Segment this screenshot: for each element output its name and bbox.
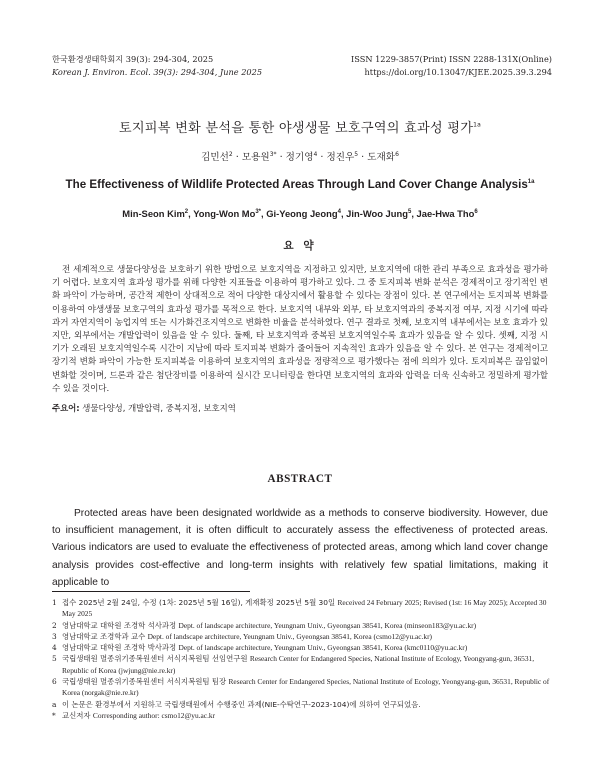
keywords-label: 주요어: bbox=[52, 403, 80, 413]
author-en-name: Jae-Hwa Tho bbox=[416, 208, 475, 219]
author-en-separator: , bbox=[188, 208, 194, 219]
footnote-text-en: Dept. of landscape architecture, Yeungnam Univ., Gyeongsan 38541, Korea (kmc0110@yu.ac.kr) bbox=[178, 643, 468, 653]
author-ko-separator: · bbox=[358, 152, 368, 163]
footnote-text-en: Research Center for Endangered Species, National Institute of Ecology, Yeongyang-gun, 36531, Republic of Korea (jwjung@nie.re.kr) bbox=[62, 654, 535, 675]
footnote-text-ko: 이 논문은 환경부에서 지원하고 국립생태원에서 수행중인 과제(NIE-수탁연구-2023-104)에 의하여 연구되었음. bbox=[62, 699, 421, 709]
author-en-separator: , bbox=[261, 208, 267, 219]
author-en-name: Min-Seon Kim bbox=[122, 208, 185, 219]
author-en-separator: , bbox=[411, 208, 417, 219]
footnote-item bbox=[52, 699, 552, 710]
footnote-item bbox=[52, 642, 552, 653]
author-ko-separator: · bbox=[276, 152, 286, 163]
journal-name-ko: 한국환경생태학회지 39(3): 294-304, 2025 bbox=[52, 54, 214, 64]
author-ko-affiliation: 5 bbox=[354, 150, 359, 158]
author-en-affiliation: 4 bbox=[337, 208, 341, 215]
title-korean bbox=[0, 117, 600, 136]
journal-header-left bbox=[52, 53, 262, 79]
author-ko-name: 김민선 bbox=[201, 152, 229, 163]
footnote-item bbox=[52, 653, 552, 676]
footnote-item bbox=[52, 597, 552, 620]
author-ko-separator: · bbox=[232, 152, 242, 163]
author-ko-separator: · bbox=[317, 152, 327, 163]
footnote-text-en: Received 24 February 2025; Revised (1st: 16 May 2025); Accepted 30 May 2025 bbox=[62, 598, 547, 619]
author-en-name: Gi-Yeong Jeong bbox=[266, 208, 338, 219]
author-en-separator: , bbox=[340, 208, 347, 219]
abstract-korean-heading: 요 약 bbox=[283, 240, 317, 252]
author-en-affiliation: 5 bbox=[407, 208, 412, 215]
footnote-number: 5 bbox=[52, 654, 57, 664]
footnote-text-ko: 영남대학교 조경학과 교수 bbox=[62, 631, 146, 641]
author-ko-name: 정기영 bbox=[285, 152, 314, 163]
footnote-item bbox=[52, 620, 552, 631]
footnote-text-en: Dept. of landscape architecture, Yeungnam Univ., Gyeongsan 38541, Korea (minseon183@yu.ac.kr) bbox=[178, 620, 477, 630]
doi-link[interactable]: https://doi.org/10.13047/KJEE.2025.39.3.294 bbox=[364, 67, 552, 77]
journal-name-en: Korean J. Environ. Ecol. 39(3): 294-304, June 2025 bbox=[52, 67, 263, 77]
title-english bbox=[0, 178, 600, 191]
footnote-item bbox=[52, 710, 552, 721]
authors-english bbox=[0, 208, 600, 219]
author-ko-affiliation: 2 bbox=[228, 150, 233, 158]
footnote-item bbox=[52, 676, 552, 699]
author-en-affiliation: 2 bbox=[184, 208, 189, 215]
footnote-text-en: Dept. of landscape architecture, Yeungnam Univ., Gyeongsan 38541, Korea (csmo12@yu.ac.kr) bbox=[147, 631, 433, 641]
footnote-number: a bbox=[52, 699, 57, 709]
footnote-text-en: Corresponding author: csmo12@yu.ac.kr bbox=[92, 710, 216, 720]
author-ko-affiliation: 6 bbox=[395, 150, 399, 158]
keywords-list: 생물다양성, 개발압력, 중복지정, 보호지역 bbox=[82, 403, 236, 413]
authors-korean bbox=[0, 149, 600, 163]
author-ko-name: 정진우 bbox=[326, 152, 355, 163]
footnote-number: 1 bbox=[52, 598, 57, 607]
footnote-divider bbox=[52, 591, 250, 592]
author-en-affiliation: 3* bbox=[255, 208, 261, 215]
footnote-text-en: Research Center for Endangered Species, National Institute of Ecology, Yeongyang-gun, 36531, Republic of Korea (norgak@nie.re.kr) bbox=[62, 677, 550, 698]
author-ko-name: 모용원 bbox=[241, 152, 270, 163]
footnote-number: 4 bbox=[52, 643, 57, 653]
journal-header-right bbox=[351, 53, 552, 79]
issn: ISSN 1229-3857(Print) ISSN 2288-131X(Online) bbox=[351, 54, 552, 64]
abstract-english-heading: ABSTRACT bbox=[267, 473, 333, 485]
title-english-sup: 1a bbox=[527, 179, 535, 186]
footnote-number: 3 bbox=[52, 631, 57, 641]
author-en-affiliation: 6 bbox=[474, 208, 478, 215]
footnote-text-ko: 접수 2025년 2월 24일, 수정 (1차: 2025년 5월 16일), 게재확정 2025년 5월 30일 bbox=[62, 598, 336, 607]
author-en-name: Yong-Won Mo bbox=[193, 208, 256, 219]
footnote-number: 6 bbox=[52, 677, 57, 687]
footnotes bbox=[52, 597, 552, 721]
footnote-text-ko: 국립생태원 멸종위기종복원센터 서식지복원팀 선임연구원 bbox=[62, 654, 248, 664]
footnote-text-ko: 국립생태원 멸종위기종복원센터 서식지복원팀 팀장 bbox=[62, 677, 227, 687]
footnote-text-ko: 교신저자 bbox=[62, 710, 91, 720]
author-ko-affiliation: 4 bbox=[313, 150, 318, 158]
abstract-korean-body: 전 세계적으로 생물다양성을 보호하기 위한 방법으로 보호지역을 지정하고 있지만, 보호지역에 대한 관리 부족으로 효과성을 평가하기 어렵다. 보호지역 효과성 평가를 위해 다양한 지표들을 이용하여 평가하고 있다. 그 중 토지피복 변화 분석은 경제적이고 장기적인 변화 파악이 가능하며, 공간적 제한이 상대적으로 적어 다양한 대상지에서 활용할 수 있다는 장점이 있다. 본 연구에서는 토지피복 변화를 이용하여 야생생물 보호구역의 효과성 평가를 목적으로 한다. 보호지역 내부와 외부, 타 보호지역과의 중복지정 여부, 지정 시기에 따라 과거 자연지역이 농업지역 또는 시가화건조지역으로 변화한 비율을 분석하였다. 연구 결과로 첫째, 보호지역 내부에서는 보호 효과가 있지만, 외부에서는 개발압력이 있음을 알 수 있다. 둘째, 타 보호지역과 중복된 보호지역일수록 효과가 있음을 알 수 있다. 셋째, 지정 시기가 오래된 보호지역일수록 시간이 지남에 따라 토지피복 변화가 줄어들어 지속적인 효과가 있음을 알 수 있다. 본 연구는 경제적이고 장기적 변화 파악이 가능한 토지피복을 이용하여 보호지역의 효과성을 정량적으로 평가했다는 점에 의의가 있다. 토지피복은 끊임없이 변화할 것이며, 드론과 같은 첨단장비를 이용하여 실시간 모니터링을 한다면 보호지역의 효과와 압력을 더욱 신속하고 정밀하게 평가할 수 있을 것이다. bbox=[52, 265, 548, 394]
footnote-item bbox=[52, 631, 552, 642]
author-en-name: Jin-Woo Jung bbox=[346, 208, 408, 219]
author-ko-name: 도재화 bbox=[367, 152, 396, 163]
footnote-text-ko: 영남대학교 대학원 조경학 박사과정 bbox=[62, 643, 177, 653]
title-korean-sup: 1a bbox=[473, 121, 482, 129]
footnote-number: 2 bbox=[52, 620, 57, 630]
footnote-text-ko: 영남대학교 대학원 조경학 석사과정 bbox=[62, 620, 177, 630]
author-ko-affiliation: 3* bbox=[269, 150, 277, 158]
title-korean-text: 토지피복 변화 분석을 통한 야생생물 보호구역의 효과성 평가 bbox=[118, 121, 474, 136]
footnote-number: * bbox=[52, 710, 56, 720]
title-english-text: The Effectiveness of Wildlife Protected Areas Through Land Cover Change Analysis bbox=[65, 178, 528, 191]
abstract-english-body: Protected areas have been designated worldwide as a methods to conserve biodiversity. However, due to insufficient management, it is often difficult to accurately assess the effectiveness of protected areas. Various indicators are used to evaluate the effectiveness of protected areas, among which land cover change analysis provides cost-effective and long-term insights with relatively few spatial limitations, making it applicable to bbox=[52, 508, 548, 588]
keywords bbox=[52, 402, 236, 414]
